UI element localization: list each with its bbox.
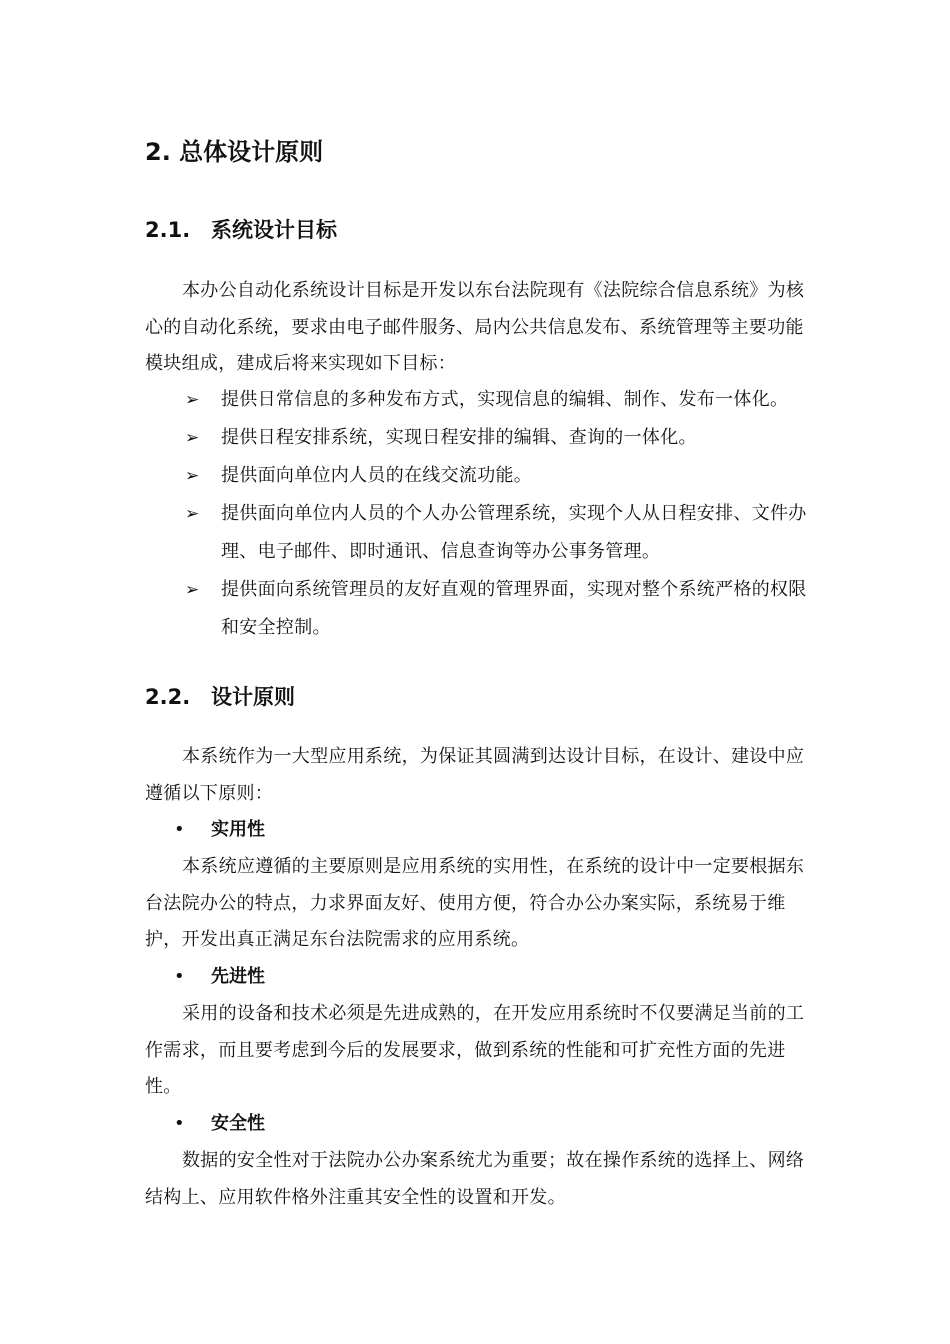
arrow-bullet-icon: ➢ xyxy=(185,466,200,486)
bullet-dot-icon: • xyxy=(174,819,185,840)
list-item: ➢ 提供日常信息的多种发布方式，实现信息的编辑、制作、发布一体化。 xyxy=(145,381,810,419)
section-title: 设计原则 xyxy=(211,685,295,709)
section-heading-2-2 xyxy=(145,681,295,713)
bullet-dot-icon: • xyxy=(174,966,185,987)
arrow-bullet-icon: ➢ xyxy=(185,504,200,524)
arrow-bullet-icon: ➢ xyxy=(185,428,200,448)
arrow-bullet-icon: ➢ xyxy=(185,390,200,410)
section-title: 系统设计目标 xyxy=(211,218,337,242)
goals-list xyxy=(145,381,810,647)
document-page: 2. 总体设计原则 2.1. 系统设计目标 本办公自动化系统设计目标是开发以东台法院现有《法院综合信息系统》为核心的自动化系统，要求由电子邮件服务、局内公共信息发布、系统管理等主要功能模块组成，建成后将来实现如下目标： ➢ 提供日常信息的多种发布方式，实现信息的编辑、制作、发布一体化。 ➢ 提供日程安排系统，实现日程安排的编辑、查询的一体化。 ➢ 提供面向单位内人员的在线交流功能。 ➢ 提供面向单位内人员的个人办公管理系统，实现个人从日程安排、文件办理、电子邮件、即时通讯、信息查询等办公事务管理。 ➢ 提供面向系统管理员的友好直观的管理界面，实现对整个系统严格的权限和安全控制。 2.2. 设计原则 本系统作为一大型应用系统，为保证其圆满到达设计目标，在设计、建设中应遵循以下原则： • 实用性 本系统应遵循的主要原则是应用系统的实用性，在系统的设计中一定要根据东台法院办公的特点，力求界面友好、使用方便，符合办公办案实际，系统易于维护，开发出真正满足东台法院需求的应用系统。 • 先进性 采用的设备和技术必须是先进成熟的，在开发应用系统时不仅要满足当前的工作需求，而且要考虑到今后的发展要求，做到系统的性能和可扩充性方面的先进性。 • 安全性 数据的安全性对于法院办公办案系统尤为重要；故在操作系统的选择上、网络结构上、应用软件格外注重其安全性的设置和开发。 xyxy=(0,0,950,1344)
list-item: ➢ 提供面向单位内人员的在线交流功能。 xyxy=(145,457,810,495)
principle-text-advancement: 采用的设备和技术必须是先进成熟的，在开发应用系统时不仅要满足当前的工作需求，而且要考虑到今后的发展要求，做到系统的性能和可扩充性方面的先进性。 xyxy=(145,1003,805,1097)
section-2-2-intro: 本系统作为一大型应用系统，为保证其圆满到达设计目标，在设计、建设中应遵循以下原则： xyxy=(145,746,805,804)
section-2-1-intro: 本办公自动化系统设计目标是开发以东台法院现有《法院综合信息系统》为核心的自动化系统，要求由电子邮件服务、局内公共信息发布、系统管理等主要功能模块组成，建成后将来实现如下目标： xyxy=(145,280,805,374)
principle-text-practicality: 本系统应遵循的主要原则是应用系统的实用性，在系统的设计中一定要根据东台法院办公的特点，力求界面友好、使用方便，符合办公办案实际，系统易于维护，开发出真正满足东台法院需求的应用系统。 xyxy=(145,856,805,950)
principle-text-security: 数据的安全性对于法院办公办案系统尤为重要；故在操作系统的选择上、网络结构上、应用软件格外注重其安全性的设置和开发。 xyxy=(145,1150,805,1208)
chapter-title: 2. 总体设计原则 xyxy=(145,138,324,166)
list-item: ➢ 提供面向单位内人员的个人办公管理系统，实现个人从日程安排、文件办理、电子邮件、即时通讯、信息查询等办公事务管理。 xyxy=(145,495,810,571)
list-item: ➢ 提供面向系统管理员的友好直观的管理界面，实现对整个系统严格的权限和安全控制。 xyxy=(145,571,810,647)
bullet-dot-icon: • xyxy=(174,1113,185,1134)
section-number: 2.1. xyxy=(145,218,191,242)
section-heading-2-1 xyxy=(145,214,337,246)
arrow-bullet-icon: ➢ xyxy=(185,580,200,600)
list-item: ➢ 提供日程安排系统，实现日程安排的编辑、查询的一体化。 xyxy=(145,419,810,457)
section-number: 2.2. xyxy=(145,685,191,709)
